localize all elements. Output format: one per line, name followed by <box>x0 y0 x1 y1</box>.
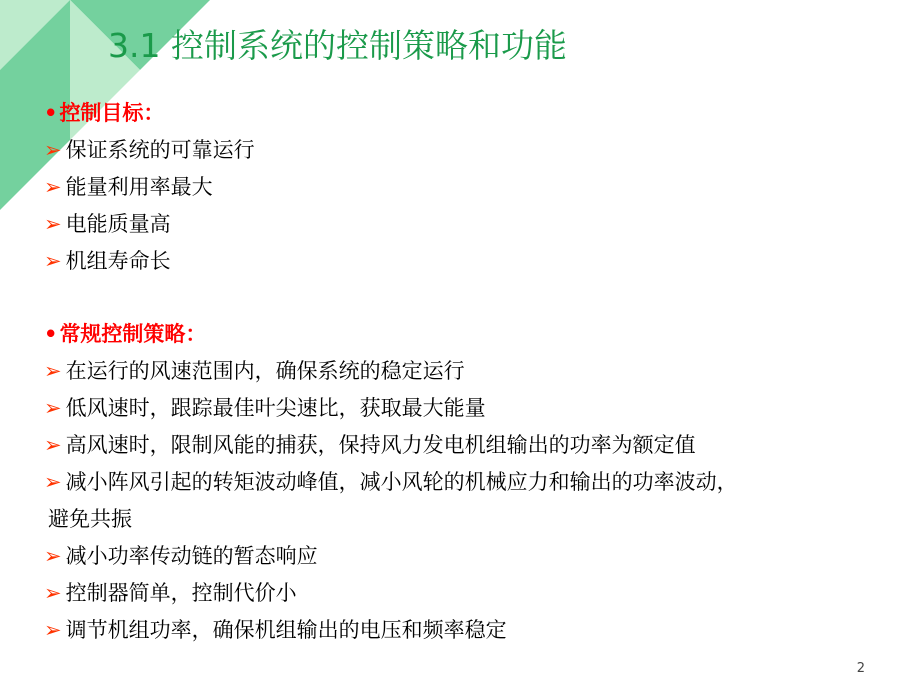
list-item-text: 电能质量高 <box>65 212 171 236</box>
arrow-bullet-icon: ➢ <box>44 618 62 642</box>
list-item <box>44 353 894 390</box>
arrow-bullet-icon: ➢ <box>44 470 62 494</box>
section-heading-label: 常规控制策略： <box>59 322 207 346</box>
list-item-text: 减小阵风引起的转矩波动峰值，减小风轮的机械应力和输出的功率波动， <box>65 470 738 494</box>
section-spacer <box>44 280 894 316</box>
list-item-text: 控制器简单，控制代价小 <box>65 581 297 605</box>
list-item <box>44 132 894 169</box>
list-item <box>44 390 894 427</box>
arrow-bullet-icon: ➢ <box>44 359 62 383</box>
bullet-dot: • <box>44 322 58 346</box>
list-item <box>44 538 894 575</box>
arrow-bullet-icon: ➢ <box>44 138 62 162</box>
list-item-continuation: 避免共振 <box>48 507 132 531</box>
bullet-dot: • <box>44 101 58 125</box>
list-item-text: 低风速时，跟踪最佳叶尖速比，获取最大能量 <box>65 396 486 420</box>
section-heading <box>44 316 894 353</box>
arrow-bullet-icon: ➢ <box>44 212 62 236</box>
arrow-bullet-icon: ➢ <box>44 249 62 273</box>
list-item-text: 能量利用率最大 <box>65 175 213 199</box>
list-item <box>44 575 894 612</box>
arrow-bullet-icon: ➢ <box>44 433 62 457</box>
section-heading-label: 控制目标： <box>59 101 165 125</box>
list-item-text: 在运行的风速范围内，确保系统的稳定运行 <box>65 359 465 383</box>
list-item-text: 机组寿命长 <box>65 249 171 273</box>
list-item <box>44 612 894 649</box>
arrow-bullet-icon: ➢ <box>44 581 62 605</box>
list-item <box>44 427 894 464</box>
list-item-text: 减小功率传动链的暂态响应 <box>65 544 318 568</box>
arrow-bullet-icon: ➢ <box>44 544 62 568</box>
section-heading <box>44 95 894 132</box>
arrow-bullet-icon: ➢ <box>44 175 62 199</box>
list-item-text: 调节机组功率，确保机组输出的电压和频率稳定 <box>65 618 507 642</box>
list-item-text: 保证系统的可靠运行 <box>65 138 255 162</box>
slide-title: 3.1 控制系统的控制策略和功能 <box>108 26 567 65</box>
list-item <box>44 464 894 501</box>
arrow-bullet-icon: ➢ <box>44 396 62 420</box>
list-item-text: 高风速时，限制风能的捕获，保持风力发电机组输出的功率为额定值 <box>65 433 696 457</box>
page-number: 2 <box>856 661 865 676</box>
list-item <box>44 206 894 243</box>
list-item <box>44 169 894 206</box>
list-item <box>44 243 894 280</box>
slide-content <box>44 95 894 649</box>
